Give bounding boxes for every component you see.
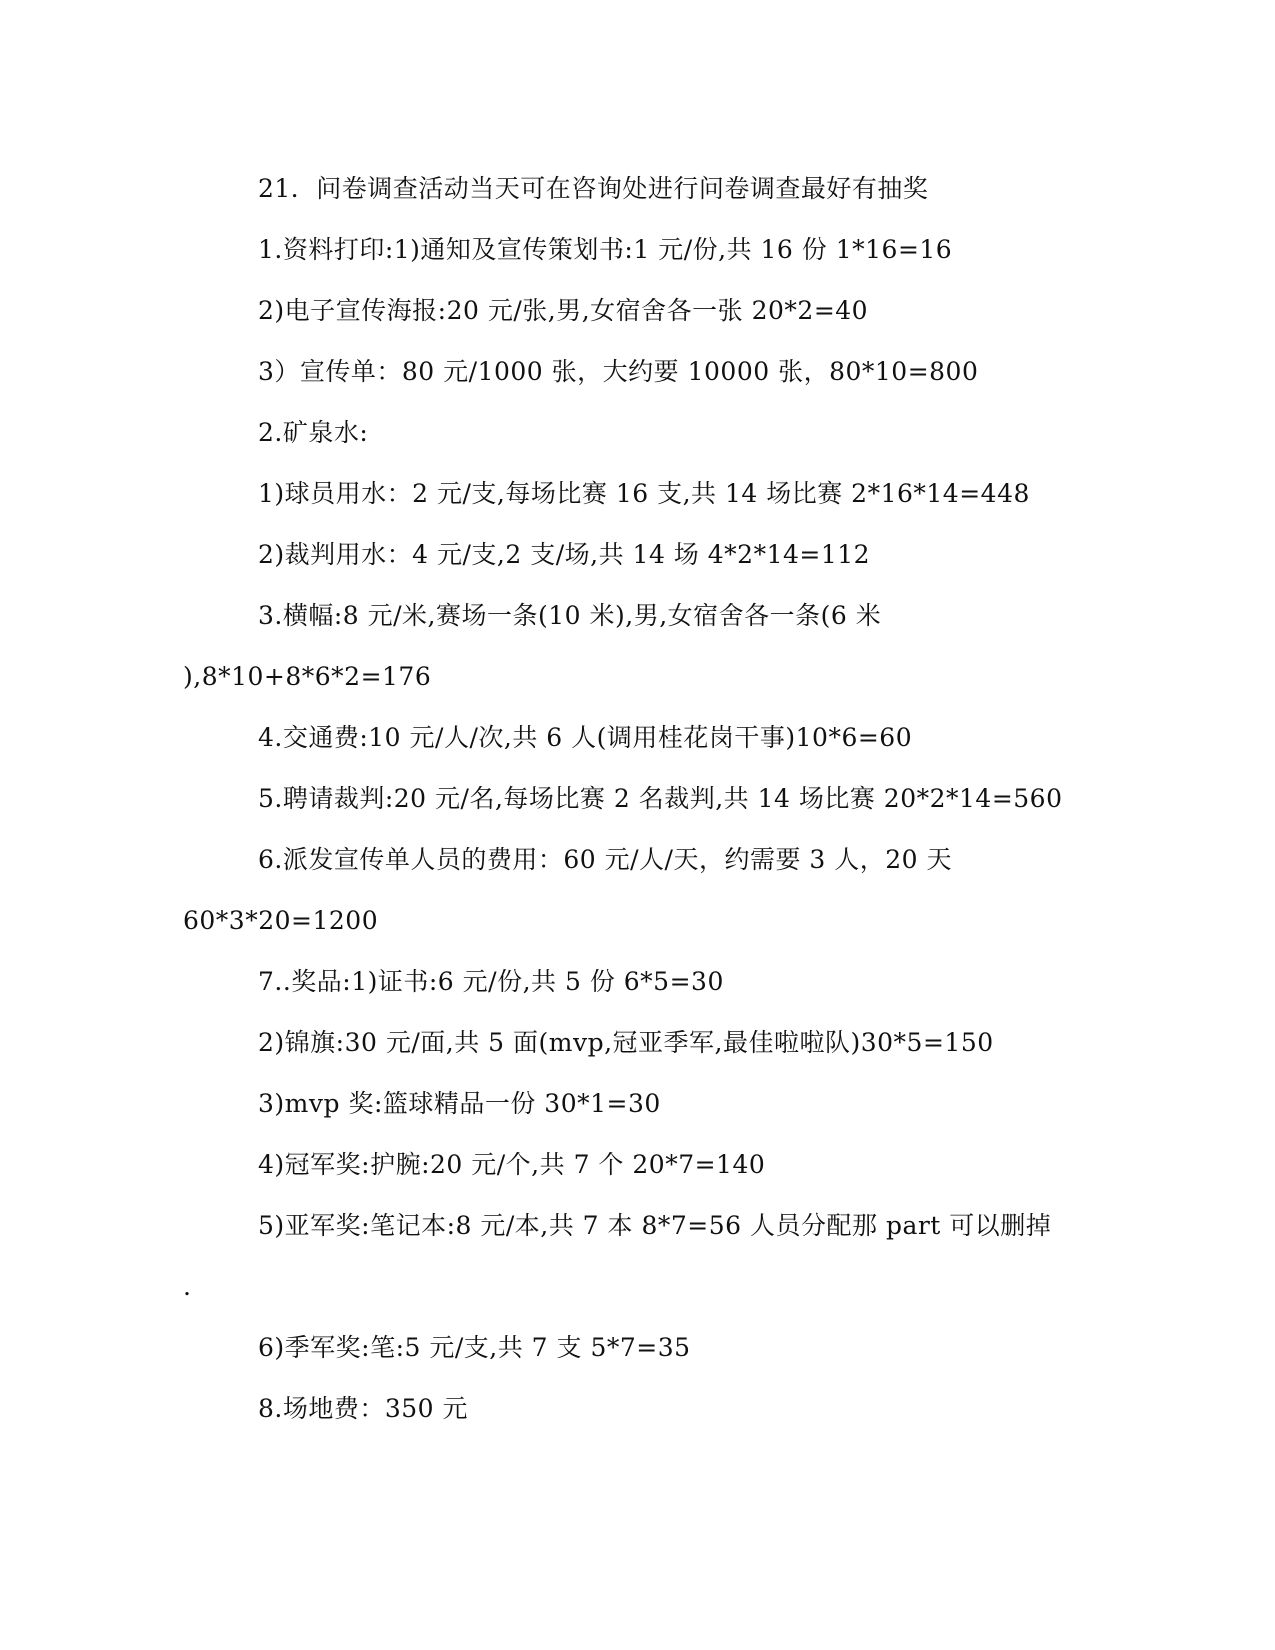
text-line: 7..奖品:1)证书:6 元/份,共 5 份 6*5=30 xyxy=(258,967,724,996)
text-line: 6.派发宣传单人员的费用：60 元/人/天，约需要 3 人，20 天 xyxy=(258,845,953,874)
text-line: 2.矿泉水: xyxy=(258,418,369,447)
text-line: 2)电子宣传海报:20 元/张,男,女宿舍各一张 20*2=40 xyxy=(258,296,869,325)
text-line: 6)季军奖:笔:5 元/支,共 7 支 5*7=35 xyxy=(258,1333,691,1362)
text-line: 3)mvp 奖:篮球精品一份 30*1=30 xyxy=(258,1089,661,1118)
text-line: 5)亚军奖:笔记本:8 元/本,共 7 本 8*7=56 人员分配那 part 可以删掉 xyxy=(258,1211,1052,1240)
document-body xyxy=(183,158,1083,1439)
text-line: 3.横幅:8 元/米,赛场一条(10 米),男,女宿舍各一条(6 米 xyxy=(258,601,882,630)
text-line: 1)球员用水：2 元/支,每场比赛 16 支,共 14 场比赛 2*16*14=448 xyxy=(258,479,1030,508)
text-line: 8.场地费：350 元 xyxy=(258,1394,469,1423)
text-line: 21．问卷调查活动当天可在咨询处进行问卷调查最好有抽奖 xyxy=(258,174,929,203)
text-line: 1.资料打印:1)通知及宣传策划书:1 元/份,共 16 份 1*16=16 xyxy=(258,235,953,264)
text-line: 3）宣传单：80 元/1000 张，大约要 10000 张，80*10=800 xyxy=(258,357,979,386)
text-line-continuation: 60*3*20=1200 xyxy=(183,906,379,935)
text-line-continuation: ),8*10+8*6*2=176 xyxy=(183,662,432,691)
text-line: 4)冠军奖:护腕:20 元/个,共 7 个 20*7=140 xyxy=(258,1150,766,1179)
text-line: 5.聘请裁判:20 元/名,每场比赛 2 名裁判,共 14 场比赛 20*2*14=560 xyxy=(258,784,1063,813)
text-line: 4.交通费:10 元/人/次,共 6 人(调用桂花岗干事)10*6=60 xyxy=(258,723,913,752)
text-line: 2)裁判用水：4 元/支,2 支/场,共 14 场 4*2*14=112 xyxy=(258,540,871,569)
text-line-continuation: . xyxy=(183,1272,192,1301)
text-line: 2)锦旗:30 元/面,共 5 面(mvp,冠亚季军,最佳啦啦队)30*5=150 xyxy=(258,1028,994,1057)
